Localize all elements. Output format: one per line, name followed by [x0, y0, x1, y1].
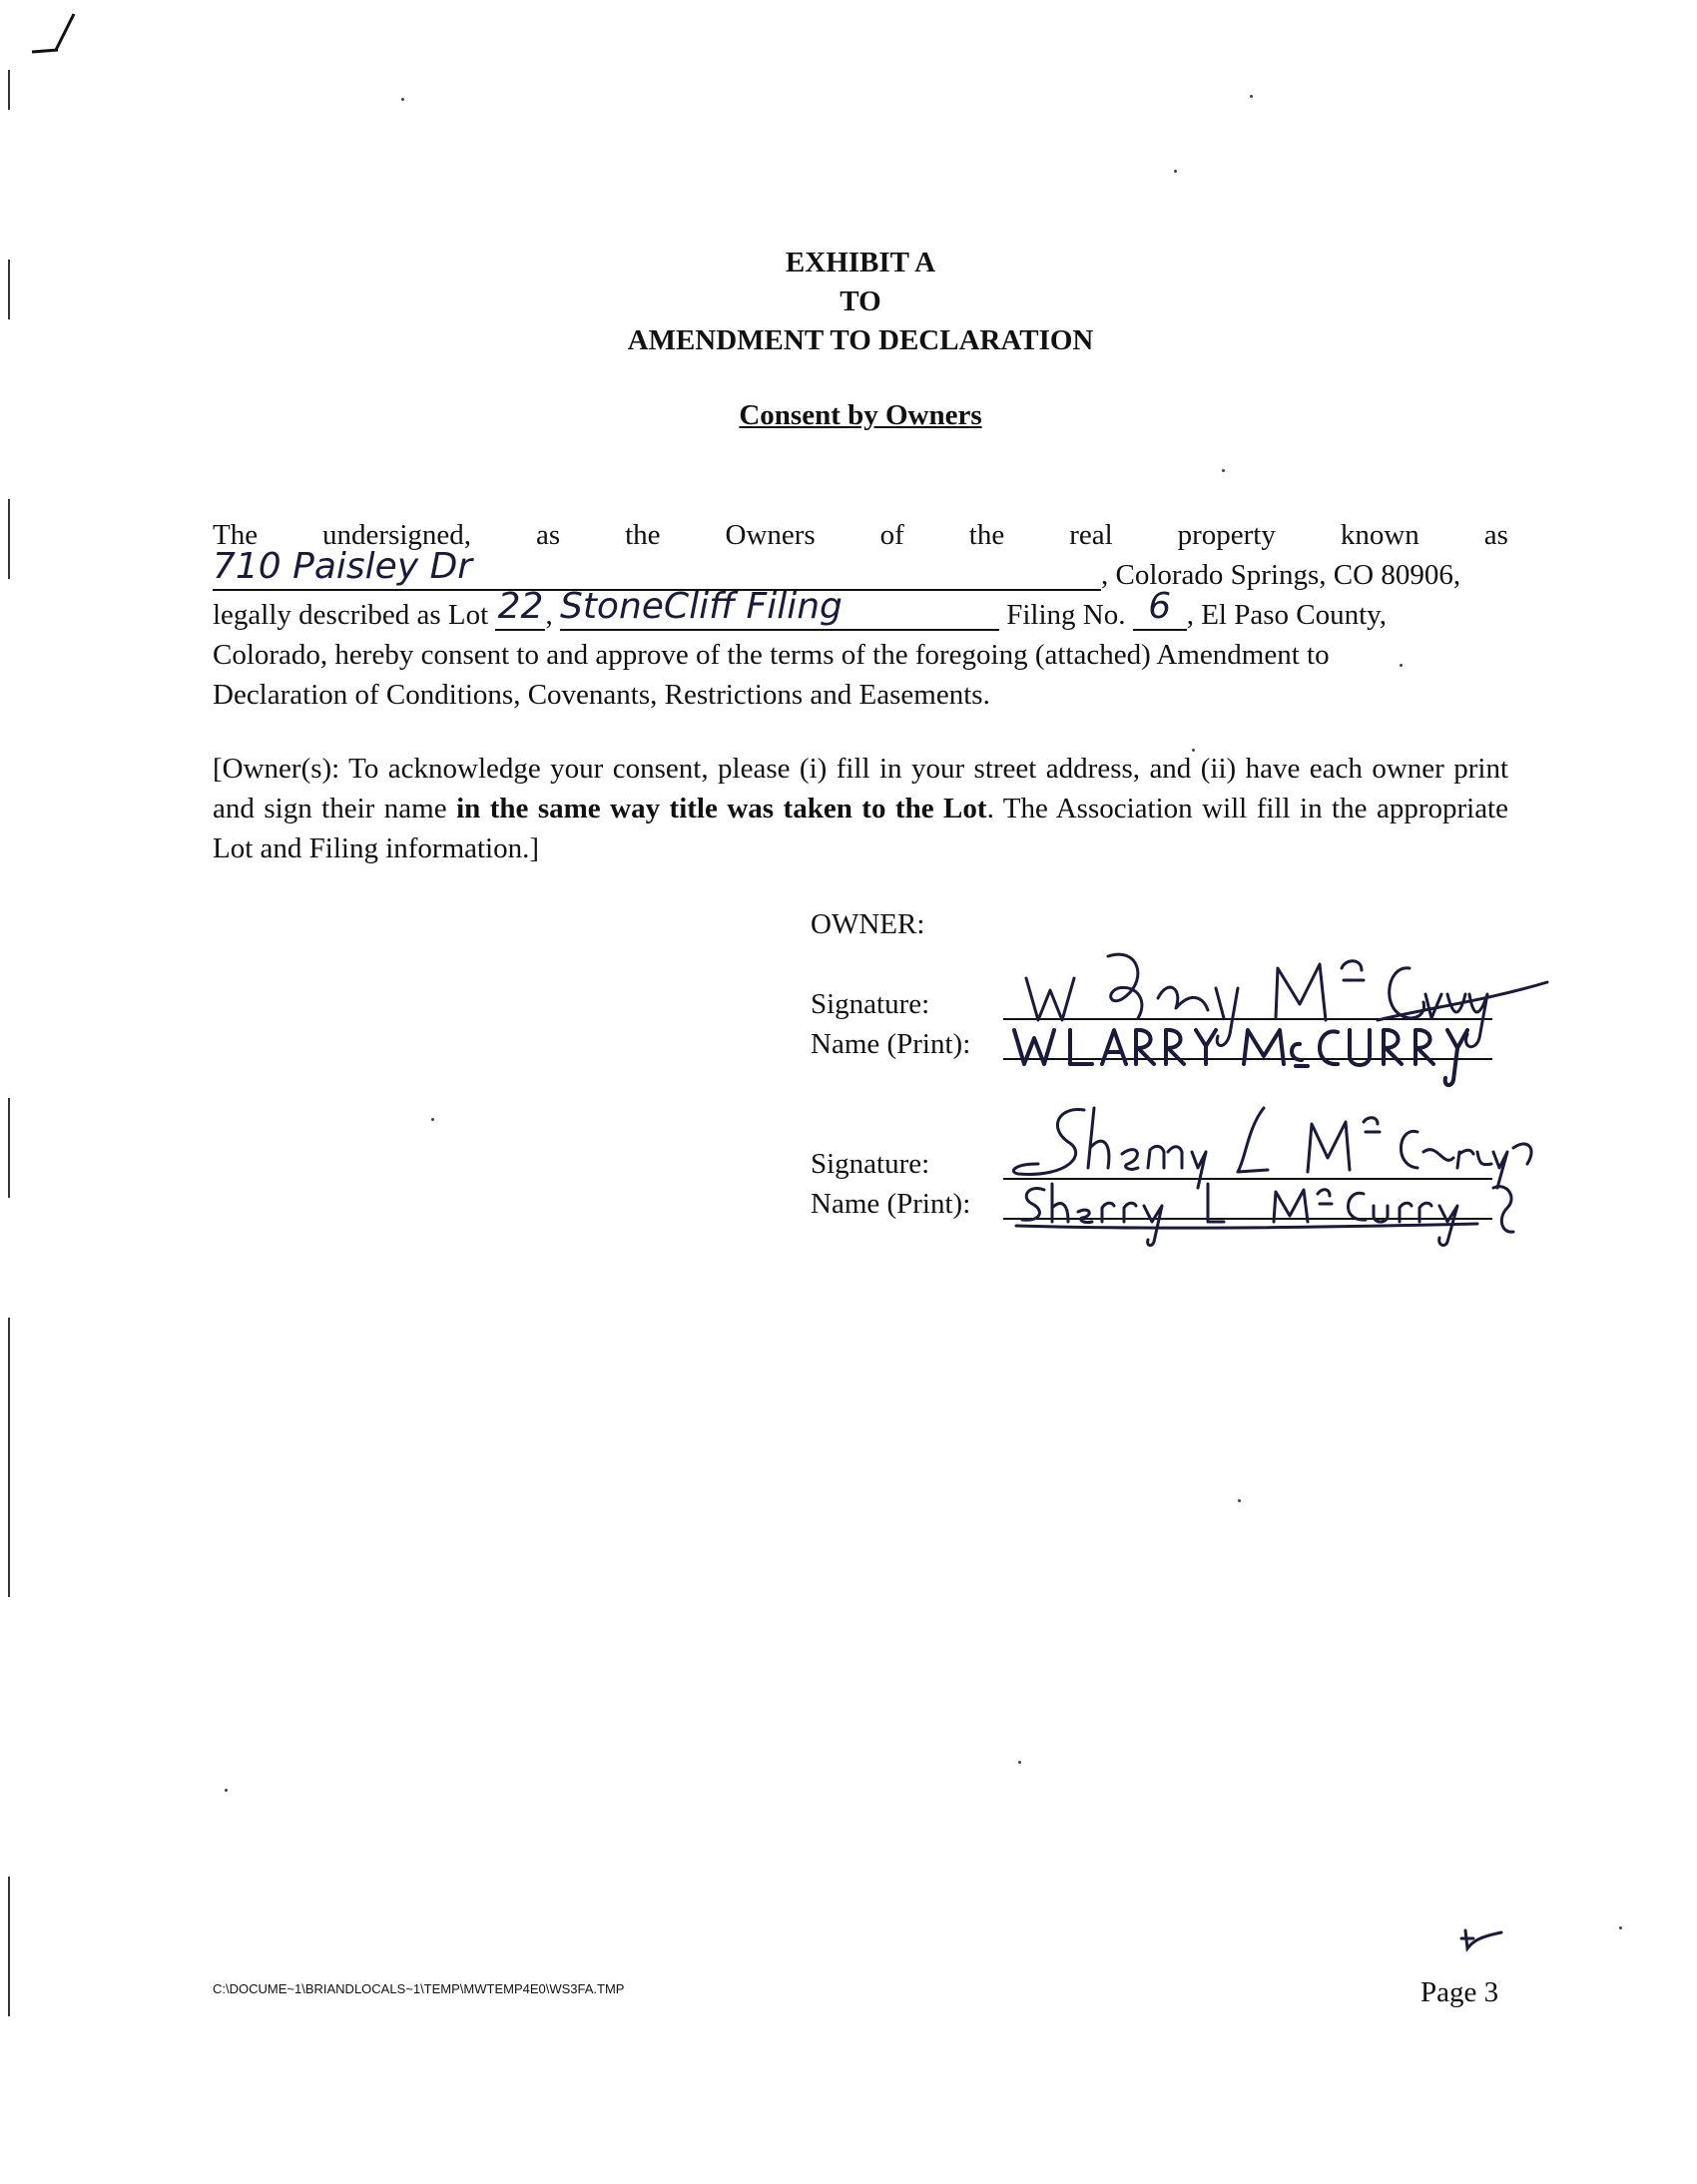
consent-word: undersigned, [322, 519, 472, 551]
scan-speck [401, 98, 404, 101]
consent-word: the [968, 519, 1005, 551]
consent-word: as [1483, 519, 1508, 551]
scan-edge-mark [8, 70, 10, 110]
initials-mark [1457, 1926, 1507, 1956]
scan-speck [225, 1789, 228, 1792]
exhibit-title: EXHIBIT A [785, 247, 936, 278]
legal-description-label: legally described as Lot [213, 599, 489, 631]
consent-word: Owners [725, 519, 816, 551]
subdivision-field[interactable]: StoneCliff Filing [560, 597, 999, 631]
filing-number-label: Filing No. [1006, 599, 1126, 631]
county-text: , El Paso County, [1186, 599, 1388, 631]
scan-speck [1250, 95, 1253, 98]
consent-line-5: Declaration of Conditions, Covenants, Restrictions and Easements. [213, 679, 990, 711]
exhibit-title-to: TO [840, 285, 881, 317]
lot-number-field[interactable]: 22 [495, 597, 545, 631]
scan-edge-mark [8, 1877, 10, 2016]
consent-word: the [625, 519, 661, 551]
file-path-footer: C:\DOCUME~1\BRIANDLOCALS~1\TEMP\MWTEMP4E0\WS3FA.TMP [213, 1981, 625, 1996]
section-heading: Consent by Owners [739, 399, 982, 431]
scan-speck [1174, 170, 1177, 173]
comma-separator: , [545, 599, 553, 631]
scan-speck [1238, 1499, 1241, 1502]
city-state-zip: , Colorado Springs, CO 80906, [1101, 559, 1461, 591]
consent-line-4: Colorado, hereby consent to and approve of the terms of the foregoing (attached) Amendment to [213, 639, 1330, 671]
consent-word: as [536, 519, 561, 551]
consent-word: known [1340, 519, 1419, 551]
scan-speck [1018, 1761, 1021, 1764]
street-address-field[interactable]: 710 Paisley Dr [213, 557, 1101, 591]
consent-line-2 [213, 546, 1508, 595]
signature-label: Signature: [811, 988, 930, 1020]
scan-edge-mark [8, 499, 10, 579]
consent-word: property [1177, 519, 1276, 551]
scan-speck [1619, 1926, 1622, 1929]
page-number: Page 3 [1420, 1976, 1499, 2008]
scan-speck [1222, 469, 1225, 472]
instructions-emphasis: in the same way title was taken to the Lot [456, 793, 987, 824]
owner-1-printed-name-image [1008, 1020, 1527, 1090]
scan-edge-mark [8, 1098, 10, 1198]
owner-heading: OWNER: [811, 908, 925, 940]
scan-speck [431, 1118, 434, 1121]
document-title: AMENDMENT TO DECLARATION [627, 324, 1094, 356]
name-print-label: Name (Print): [811, 1028, 971, 1060]
instructions-paragraph: [Owner(s): To acknowledge your consent, please (i) fill in your street address, and (ii) have each owner print and sign their name in the same way title was taken to the Lot. The Association will fill in the appropriate Lot and Filing information.] [213, 753, 1508, 864]
scan-edge-mark [8, 1318, 10, 1597]
name-print-label: Name (Print): [811, 1188, 971, 1220]
filing-number-field[interactable]: 6 [1133, 597, 1187, 631]
signature-label: Signature: [811, 1148, 930, 1180]
consent-line-3 [213, 586, 1508, 635]
consent-word: real [1069, 519, 1113, 551]
owner-2-printed-name-image [1008, 1178, 1527, 1248]
consent-word: of [879, 519, 904, 551]
pen-stroke-mark [30, 8, 90, 58]
consent-word: The [213, 519, 259, 551]
